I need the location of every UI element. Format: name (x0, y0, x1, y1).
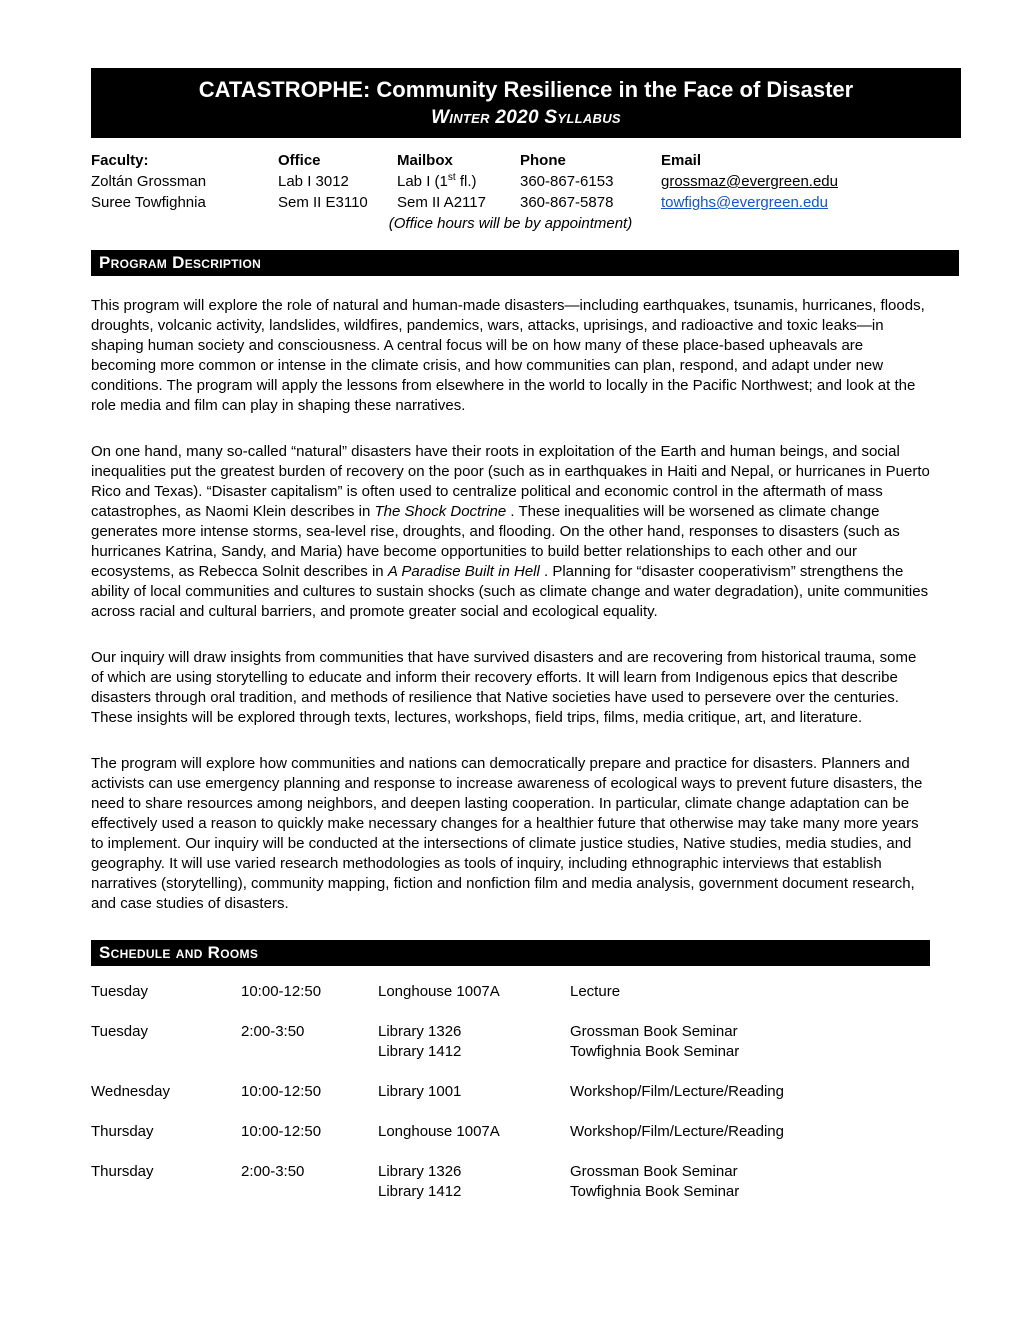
text-segment: Lab I (1 (397, 173, 448, 190)
room: Library 1326 (378, 1163, 462, 1180)
book-title: A Paradise Built in Hell (387, 563, 540, 580)
room: Library 1412 (378, 1043, 462, 1060)
room: Library 1001 (378, 1083, 462, 1100)
schedule-rooms (378, 1082, 570, 1102)
schedule-day: Tuesday (91, 983, 148, 1000)
faculty-email-cell (661, 171, 930, 192)
text-segment: This program will explore the role of natural and human-made disasters—including earthquakes, tsunamis, hurricanes, floods, droughts, volcanic activity, landslides, wildfires, pandemics, wars, attacks, uprisings, and radioactive and toxic leaks—in shaping human society and consciousness. A central focus will be on how many of these place-based upheavals are becoming more common or intense in the climate crisis, and how communities can plan, respond, and adapt under new conditions. The program will apply the lessons from elsewhere in the world to locally in the Pacific Northwest; and look at the role media and film can play in shaping these narratives. (91, 297, 925, 414)
phone-col-header: Phone (520, 152, 566, 169)
schedule-time: 10:00-12:50 (241, 1083, 322, 1100)
program-paragraph (91, 754, 930, 914)
schedule-day: Thursday (91, 1123, 154, 1140)
program-paragraph (91, 296, 930, 416)
book-title: The Shock Doctrine (374, 503, 507, 520)
faculty-phone: 360-867-6153 (520, 173, 614, 190)
activity: Grossman Book Seminar (570, 1023, 738, 1040)
document-subtitle: Winter 2020 Syllabus (431, 107, 621, 128)
text-segment: . Planning for “disaster cooperativism” strengthens the ability of local communities and cultures to sustain shocks (such as climate change and water degradation), unite communities across racial and cultural barriers, and promote greater social and ecological equality. (91, 563, 929, 620)
schedule-day: Tuesday (91, 1023, 148, 1040)
faculty-phone: 360-867-5878 (520, 194, 614, 211)
faculty-rows (91, 171, 930, 213)
schedule-time: 2:00-3:50 (241, 1023, 305, 1040)
schedule-time: 2:00-3:50 (241, 1163, 305, 1180)
faculty-office: Sem II E3110 (278, 194, 368, 211)
schedule-heading-bar (91, 940, 930, 966)
schedule-heading: Schedule and Rooms (99, 943, 259, 962)
program-description-heading-bar (91, 250, 959, 276)
room: Longhouse 1007A (378, 983, 500, 1000)
text-segment: The program will explore how communities and nations can democratically prepare and practice for disasters. Planners and activists can use emergency planning and response to increase awareness of ecological ways to prevent future disasters, the need to share resources among neighbors, and deepen lasting cooperation. In particular, climate change adaptation can be effectively used a reason to quickly make necessary changes for a healthier future that otherwise may take many more years to implement. Our inquiry will be conducted at the intersections of climate justice studies, Native studies, media studies, and geography. It will use varied research methodologies as tools of inquiry, including ethnographic interviews that establish narratives (storytelling), community mapping, fiction and nonfiction film and media analysis, government document research, and case studies of disasters. (91, 755, 923, 912)
faculty-email-link[interactable]: towfighs@evergreen.edu (661, 194, 828, 211)
office-hours-note: (Office hours will be by appointment) (388, 215, 633, 232)
activity: Workshop/Film/Lecture/Reading (570, 1123, 784, 1140)
schedule-row (91, 982, 930, 1002)
schedule-row (91, 1082, 930, 1102)
office-col-header: Office (278, 152, 321, 169)
faculty-name: Zoltán Grossman (91, 173, 207, 190)
title-banner (91, 68, 961, 138)
activity: Lecture (570, 983, 621, 1000)
activity: Towfighnia Book Seminar (570, 1183, 740, 1200)
room: Library 1326 (378, 1023, 462, 1040)
schedule-activities (570, 1082, 930, 1102)
email-col-header: Email (661, 152, 702, 169)
faculty-row (91, 171, 930, 192)
text-segment: On one hand, many so-called “natural” disasters have their roots in exploitation of the Earth and human beings, and social inequalities put the greatest burden of recovery on the poor (such as in earthquakes in Haiti and Nepal, or hurricanes in Puerto Rico and Texas). “Disaster capitalism” is often used to centralize political and economic control in the aftermath of mass catastrophes, as Naomi Klein describes in (91, 443, 930, 520)
room: Longhouse 1007A (378, 1123, 500, 1140)
faculty-row (91, 192, 930, 213)
superscript: st (447, 172, 456, 183)
schedule-time: 10:00-12:50 (241, 1123, 322, 1140)
program-paragraph (91, 648, 930, 728)
schedule-table (91, 982, 930, 1202)
program-description-heading: Program Description (99, 253, 262, 272)
schedule-row (91, 1162, 930, 1202)
schedule-rooms (378, 982, 570, 1002)
schedule-row (91, 1022, 930, 1062)
activity: Workshop/Film/Lecture/Reading (570, 1083, 784, 1100)
schedule-rooms (378, 1162, 570, 1202)
schedule-activities (570, 1122, 930, 1142)
faculty-header-row (91, 150, 930, 171)
mailbox-col-header: Mailbox (397, 152, 453, 169)
text-segment: . These inequalities will be worsened as climate change generates more intense storms, sea-level rise, droughts, and flooding. On the other hand, responses to disasters (such as hurricanes Katrina, Sandy, and Maria) have become opportunities to build better relationships to each other and our ecosystems, as Rebecca Solnit describes in (91, 503, 900, 580)
schedule-time: 10:00-12:50 (241, 983, 322, 1000)
program-paragraph (91, 442, 930, 622)
text-segment: Our inquiry will draw insights from communities that have survived disasters and are recovering from historical trauma, some of which are using storytelling to educate and inform their recovery efforts. It will learn from Indigenous epics that describe disasters through oral tradition, and methods of resilience that Native societies have used to persevere over the centuries. These insights will be explored through texts, lectures, workshops, field trips, films, media critique, art, and literature. (91, 649, 917, 726)
schedule-activities (570, 982, 930, 1002)
faculty-col-header: Faculty: (91, 152, 149, 169)
schedule-day: Thursday (91, 1163, 154, 1180)
faculty-mailbox (397, 192, 520, 213)
schedule-rooms (378, 1022, 570, 1062)
faculty-email-link[interactable]: grossmaz@evergreen.edu (661, 173, 838, 190)
activity: Grossman Book Seminar (570, 1163, 738, 1180)
faculty-section (91, 150, 930, 234)
schedule-day: Wednesday (91, 1083, 170, 1100)
document-title: CATASTROPHE: Community Resilience in the Face of Disaster (198, 77, 854, 102)
schedule-activities (570, 1162, 930, 1202)
faculty-office: Lab I 3012 (278, 173, 349, 190)
activity: Towfighnia Book Seminar (570, 1043, 740, 1060)
text-segment: fl.) (455, 173, 477, 190)
room: Library 1412 (378, 1183, 462, 1200)
program-description-body (91, 296, 930, 914)
text-segment: Sem II A2117 (397, 194, 486, 211)
faculty-mailbox (397, 171, 520, 192)
schedule-row (91, 1122, 930, 1142)
schedule-rooms (378, 1122, 570, 1142)
faculty-email-cell (661, 192, 930, 213)
faculty-name: Suree Towfighnia (91, 194, 206, 211)
schedule-activities (570, 1022, 930, 1062)
